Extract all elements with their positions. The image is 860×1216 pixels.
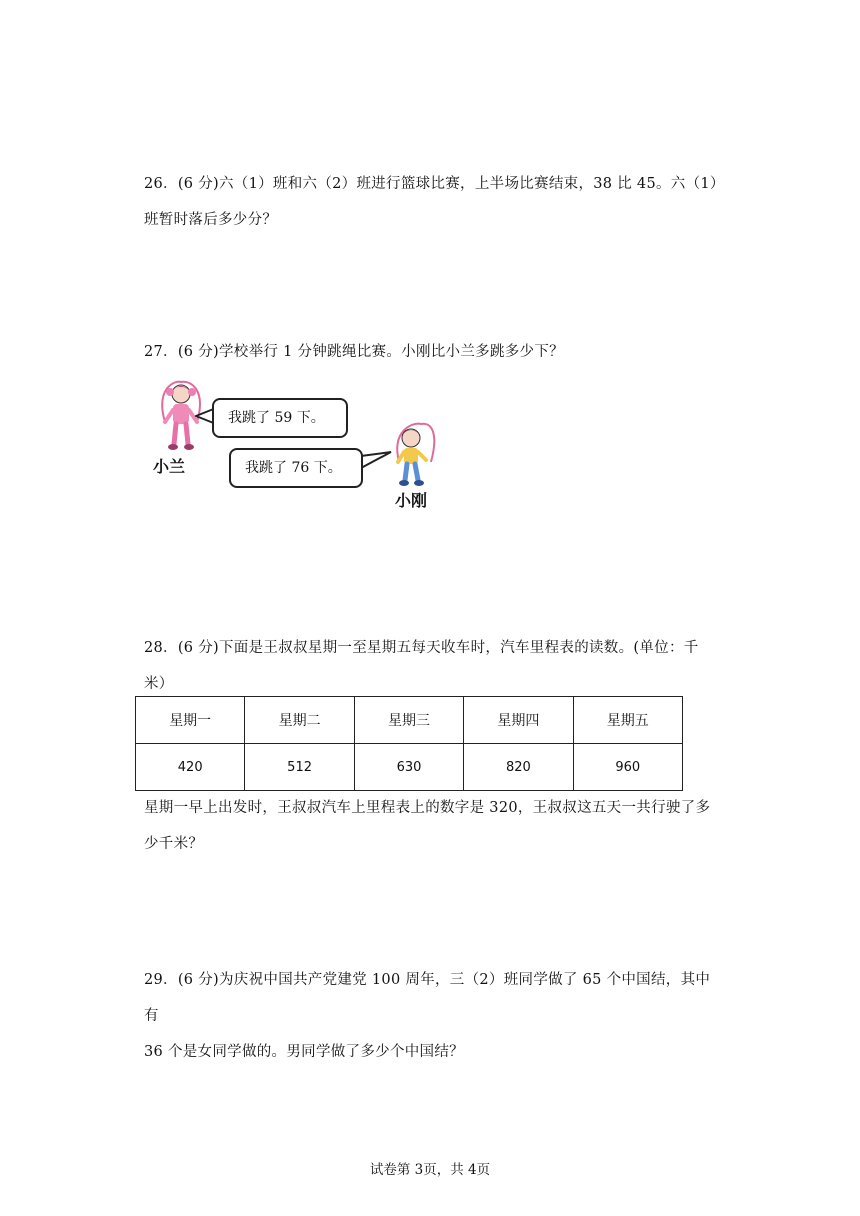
question-26-line-2: 班暂时落后多少分？ <box>144 212 278 228</box>
question-28-followup-line-1: 星期一早上出发时，王叔叔汽车上里程表上的数字是 320，王叔叔这五天一共行驶了多 <box>144 800 711 816</box>
question-28-followup-line-2: 少千米？ <box>144 836 204 852</box>
table-cell: 630 <box>354 744 463 791</box>
question-29 <box>144 962 724 1070</box>
table-cell: 820 <box>464 744 573 791</box>
question-29-line-2: 36 个是女同学做的。男同学做了多少个中国结？ <box>144 1044 464 1060</box>
table-header-cell: 星期二 <box>245 697 354 744</box>
xiaolan-name-label: 小兰 <box>153 457 186 476</box>
question-28 <box>144 630 724 702</box>
table-cell: 960 <box>573 744 682 791</box>
boy-jumping-rope-image <box>391 422 439 488</box>
question-28-line-2: 米） <box>144 676 174 692</box>
table-row <box>136 744 683 791</box>
question-28-line-1: 28．(6 分)下面是王叔叔星期一至星期五每天收车时，汽车里程表的读数。(单位：千 <box>144 640 699 656</box>
table-header-cell: 星期五 <box>573 697 682 744</box>
xiaogang-speech-bubble: 我跳了 76 下。 <box>229 448 363 488</box>
xiaolan-speech-bubble: 我跳了 59 下。 <box>212 398 348 438</box>
table-cell: 420 <box>136 744 245 791</box>
question-28-followup <box>144 790 724 862</box>
table-cell: 512 <box>245 744 354 791</box>
xiaogang-name-label: 小刚 <box>395 491 428 510</box>
table-header-cell: 星期三 <box>354 697 463 744</box>
question-27 <box>144 334 724 370</box>
page-footer: 试卷第 3页，共 4页 <box>369 1162 491 1178</box>
question-26-line-1: 26．(6 分)六（1）班和六（2）班进行篮球比赛，上半场比赛结束，38 比 45。六（1） <box>144 176 725 192</box>
table-header-cell: 星期四 <box>464 697 573 744</box>
jump-rope-illustration <box>145 378 445 518</box>
question-29-line-1: 29．(6 分)为庆祝中国共产党建党 100 周年，三（2）班同学做了 65 个中国结，其中有 <box>144 972 711 1024</box>
question-27-text: 27．(6 分)学校举行 1 分钟跳绳比赛。小刚比小兰多跳多少下？ <box>144 344 564 360</box>
table-header-cell: 星期一 <box>136 697 245 744</box>
speech-bubble-tail <box>359 450 393 472</box>
table-header-row <box>136 697 683 744</box>
question-26 <box>144 166 724 238</box>
odometer-table <box>135 696 683 791</box>
